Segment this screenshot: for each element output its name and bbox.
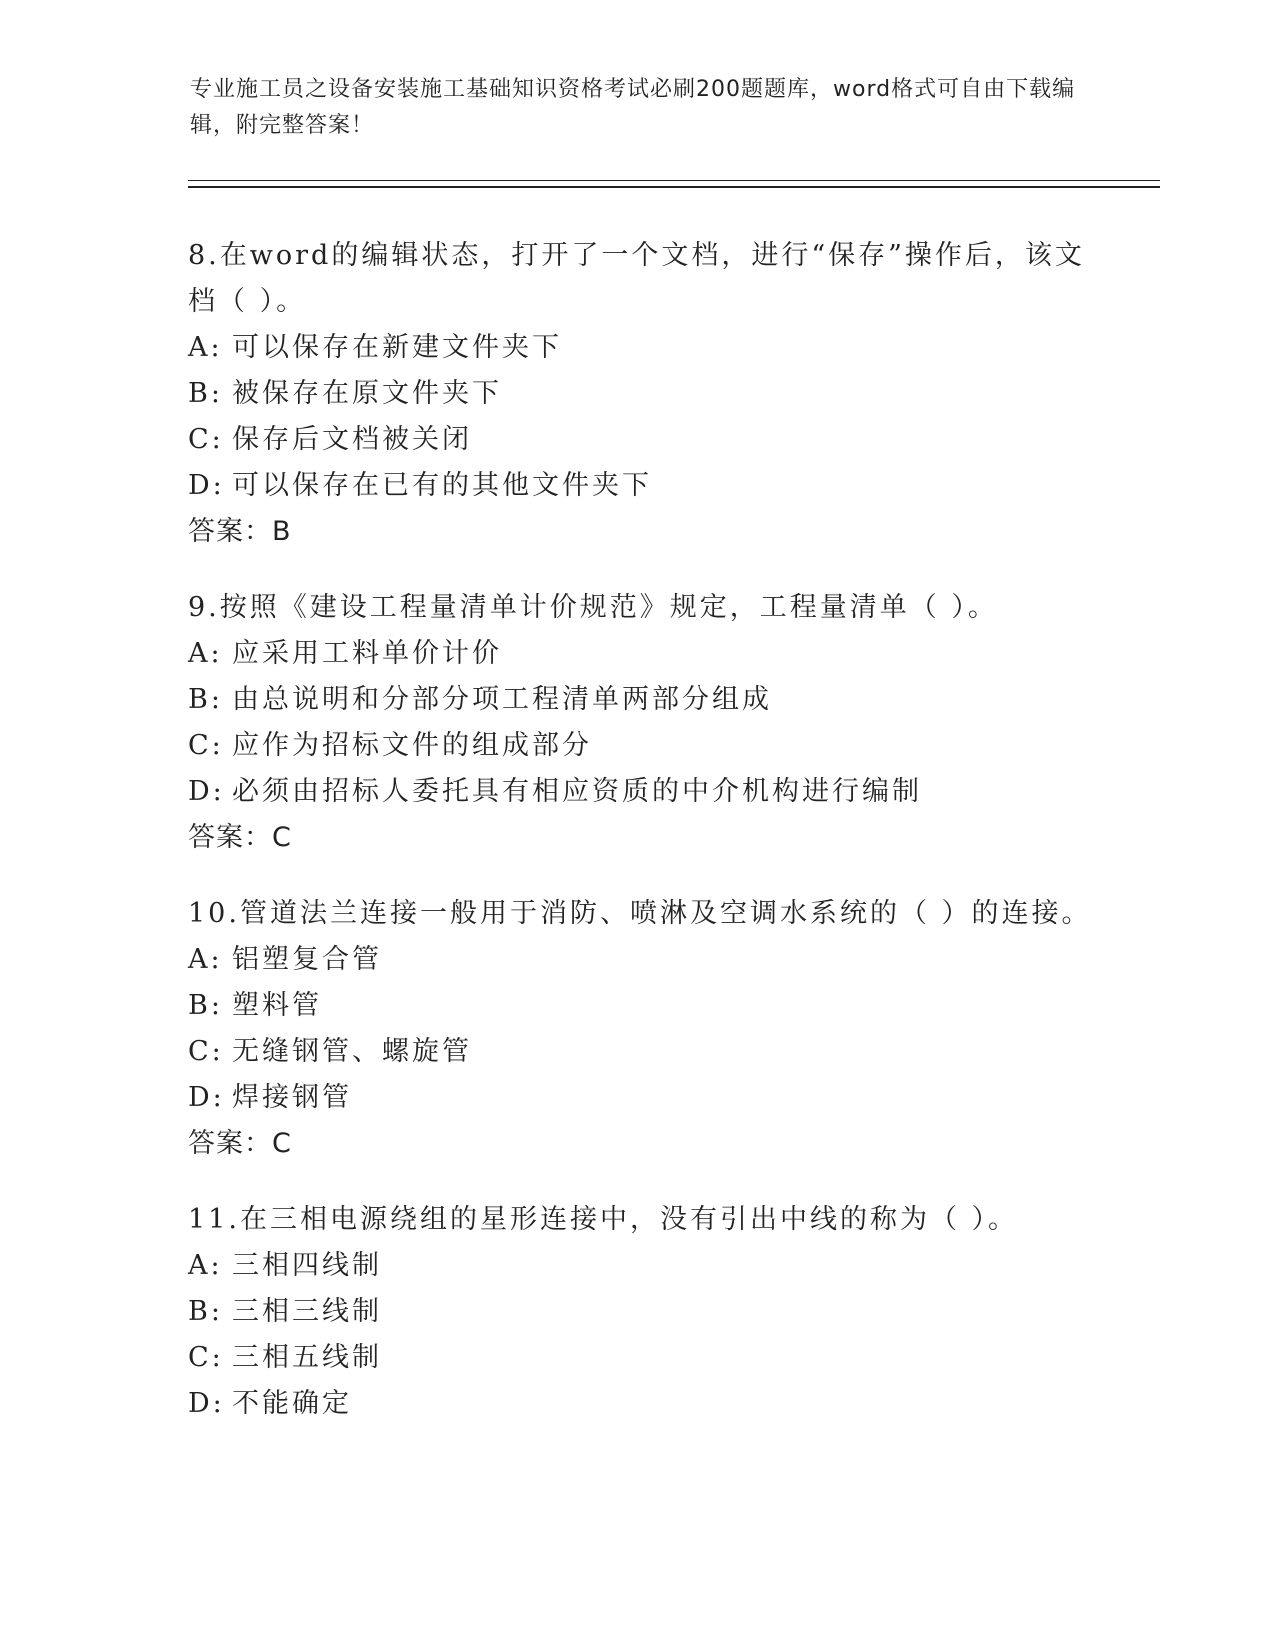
option-key: D: xyxy=(188,470,225,501)
option-c xyxy=(188,1029,1108,1075)
option-text: 三相三线制 xyxy=(232,1296,382,1327)
question-stem: 10.管道法兰连接一般用于消防、喷淋及空调水系统的（ ）的连接。 xyxy=(188,898,1092,929)
option-a xyxy=(188,937,1108,983)
option-c xyxy=(188,723,1108,769)
option-key: C: xyxy=(188,424,224,455)
page-header xyxy=(190,72,1090,144)
option-b xyxy=(188,1289,1108,1335)
question-8 xyxy=(188,233,1108,555)
option-text: 可以保存在已有的其他文件夹下 xyxy=(232,470,652,501)
answer-line: 答案：C xyxy=(188,822,292,853)
option-key: C: xyxy=(188,1036,224,1067)
option-a xyxy=(188,325,1108,371)
option-key: B: xyxy=(188,990,223,1021)
option-text: 三相四线制 xyxy=(232,1250,382,1281)
option-key: D: xyxy=(188,1388,225,1419)
option-key: D: xyxy=(188,776,225,807)
option-d xyxy=(188,463,1108,509)
option-b xyxy=(188,371,1108,417)
option-a xyxy=(188,631,1108,677)
option-text: 被保存在原文件夹下 xyxy=(232,378,502,409)
option-c xyxy=(188,1335,1108,1381)
option-b xyxy=(188,677,1108,723)
option-text: 必须由招标人委托具有相应资质的中介机构进行编制 xyxy=(232,776,922,807)
question-stem: 9.按照《建设工程量清单计价规范》规定，工程量清单（ ）。 xyxy=(188,592,998,623)
option-text: 可以保存在新建文件夹下 xyxy=(232,332,562,363)
header-divider xyxy=(188,180,1160,188)
option-b xyxy=(188,983,1108,1029)
question-stem: 11.在三相电源绕组的星形连接中，没有引出中线的称为（ ）。 xyxy=(188,1204,1019,1235)
question-9 xyxy=(188,585,1108,861)
option-text: 铝塑复合管 xyxy=(232,944,382,975)
option-text: 焊接钢管 xyxy=(232,1082,352,1113)
option-d xyxy=(188,1075,1108,1121)
option-key: D: xyxy=(188,1082,225,1113)
option-d xyxy=(188,769,1108,815)
option-d xyxy=(188,1381,1108,1427)
option-c xyxy=(188,417,1108,463)
answer-line: 答案：C xyxy=(188,1128,292,1159)
option-text: 应采用工料单价计价 xyxy=(232,638,502,669)
option-key: C: xyxy=(188,1342,224,1373)
header-title: 专业施工员之设备安装施工基础知识资格考试必刷200题题库，word格式可自由下载编辑，附完整答案！ xyxy=(190,77,1076,138)
option-key: A: xyxy=(188,638,223,669)
option-a xyxy=(188,1243,1108,1289)
option-text: 保存后文档被关闭 xyxy=(232,424,472,455)
option-key: A: xyxy=(188,944,223,975)
option-key: A: xyxy=(188,1250,223,1281)
option-key: B: xyxy=(188,1296,223,1327)
option-text: 由总说明和分部分项工程清单两部分组成 xyxy=(232,684,772,715)
option-text: 应作为招标文件的组成部分 xyxy=(232,730,592,761)
option-text: 无缝钢管、螺旋管 xyxy=(232,1036,472,1067)
answer-line: 答案：B xyxy=(188,516,292,547)
question-11 xyxy=(188,1197,1108,1427)
option-key: B: xyxy=(188,684,223,715)
question-list xyxy=(188,233,1108,1457)
option-text: 不能确定 xyxy=(232,1388,352,1419)
option-text: 三相五线制 xyxy=(232,1342,382,1373)
option-text: 塑料管 xyxy=(232,990,322,1021)
option-key: C: xyxy=(188,730,224,761)
question-10 xyxy=(188,891,1108,1167)
question-stem: 8.在word的编辑状态，打开了一个文档，进行“保存”操作后，该文档（ ）。 xyxy=(188,240,1085,317)
option-key: A: xyxy=(188,332,223,363)
option-key: B: xyxy=(188,378,223,409)
